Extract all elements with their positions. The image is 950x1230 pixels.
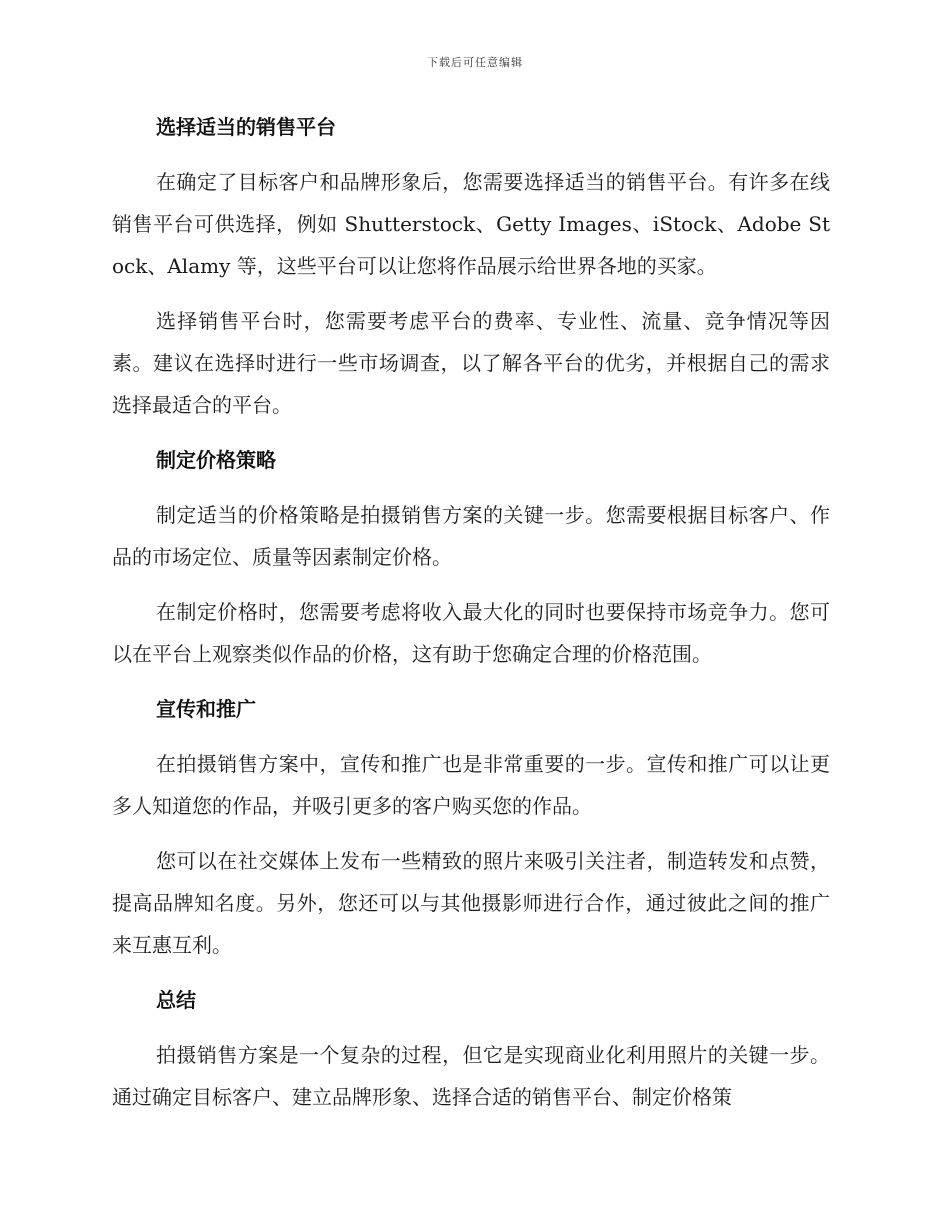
section-heading: 总结 [156, 988, 196, 1012]
section-heading: 制定价格策略 [156, 448, 276, 472]
section-pricing-strategy [112, 439, 830, 675]
section-sales-platform [112, 106, 830, 426]
section-promotion [112, 688, 830, 966]
paragraph: 在确定了目标客户和品牌形象后，您需要选择适当的销售平台。有许多在线销售平台可供选择，例如 Shutterstock、Getty Images、iStock、Adobe Stock、Alamy 等，这些平台可以让您将作品展示给世界各地的买家。 [112, 170, 830, 278]
paragraph: 在制定价格时，您需要考虑将收入最大化的同时也要保持市场竞争力。您可以在平台上观察类似作品的价格，这有助于您确定合理的价格范围。 [112, 600, 830, 666]
paragraph: 您可以在社交媒体上发布一些精致的照片来吸引关注者，制造转发和点赞，提高品牌知名度。另外，您还可以与其他摄影师进行合作，通过彼此之间的推广来互惠互利。 [112, 849, 830, 957]
document-body [112, 106, 830, 1131]
section-heading: 选择适当的销售平台 [156, 115, 336, 139]
paragraph: 在拍摄销售方案中，宣传和推广也是非常重要的一步。宣传和推广可以让更多人知道您的作品，并吸引更多的客户购买您的作品。 [112, 752, 830, 818]
paragraph: 拍摄销售方案是一个复杂的过程，但它是实现商业化利用照片的关键一步。通过确定目标客户、建立品牌形象、选择合适的销售平台、制定价格策 [112, 1043, 830, 1109]
paragraph: 制定适当的价格策略是拍摄销售方案的关键一步。您需要根据目标客户、作品的市场定位、质量等因素制定价格。 [112, 503, 830, 569]
paragraph: 选择销售平台时，您需要考虑平台的费率、专业性、流量、竞争情况等因素。建议在选择时进行一些市场调查，以了解各平台的优劣，并根据自己的需求选择最适合的平台。 [112, 309, 830, 417]
page-header: 下载后可任意编辑 [427, 56, 523, 69]
section-heading: 宣传和推广 [156, 697, 256, 721]
section-summary [112, 979, 830, 1118]
